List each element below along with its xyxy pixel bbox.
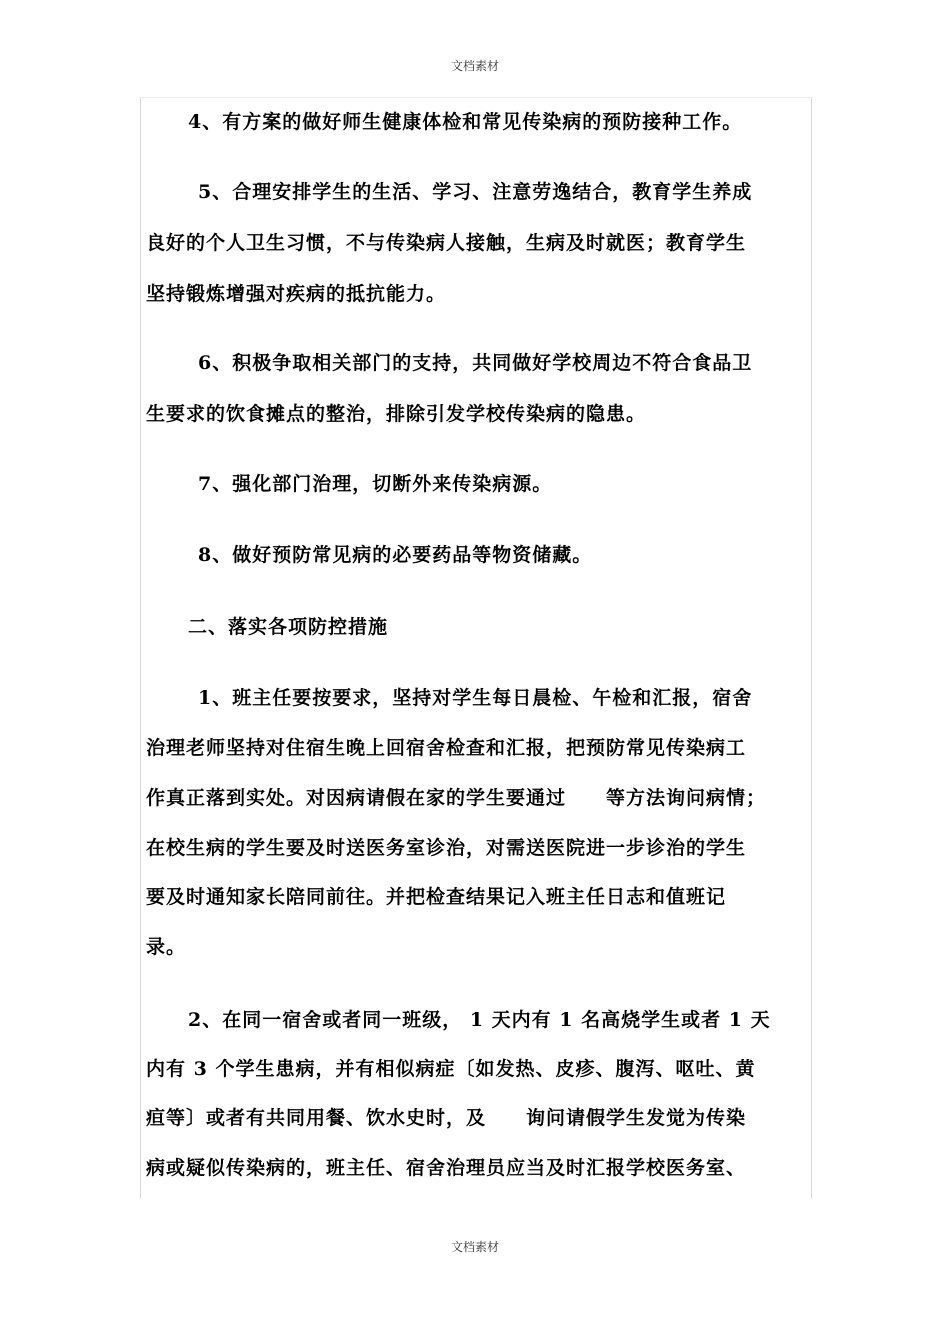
paragraph-line: 疸等〕或者有共同用餐、饮水史时，及 询问请假学生发觉为传染 <box>146 1107 747 1129</box>
page-footer: 文档素材 <box>450 1240 499 1254</box>
paragraph-line: 2、在同一宿舍或者同一班级， 1 天内有 1 名高烧学生或者 1 天 <box>188 1009 771 1031</box>
content-frame <box>140 97 812 1198</box>
paragraph-line: 8、做好预防常见病的必要药品等物资储藏。 <box>198 544 593 566</box>
section-heading: 二、落实各项防控措施 <box>188 616 389 638</box>
paragraph-line: 7、强化部门治理，切断外来传染病源。 <box>198 473 553 495</box>
paragraph-line: 6、积极争取相关部门的支持，共同做好学校周边不符合食品卫 <box>198 352 753 374</box>
paragraph-line: 在校生病的学生要及时送医务室诊治，对需送医院进一步诊治的学生 <box>146 837 747 859</box>
paragraph-line: 1、班主任要按要求，坚持对学生每日晨检、午检和汇报，宿舍 <box>198 687 753 709</box>
paragraph-line: 治理老师坚持对住宿生晚上回宿舍检查和汇报，把预防常见传染病工 <box>146 737 747 759</box>
paragraph-line: 内有 3 个学生患病，并有相似病症〔如发热、皮疹、腹泻、呕吐、黄 <box>146 1058 756 1080</box>
paragraph-line: 作真正落到实处。对因病请假在家的学生要通过 等方法询问病情； <box>146 787 767 809</box>
paragraph-line: 要及时通知家长陪同前往。并把检查结果记入班主任日志和值班记 <box>146 886 727 908</box>
paragraph-line: 坚持锻炼增强对疾病的抵抗能力。 <box>146 283 447 305</box>
paragraph-line: 4、有方案的做好师生健康体检和常见传染病的预防接种工作。 <box>188 111 743 133</box>
paragraph-line: 生要求的饮食摊点的整治，排除引发学校传染病的隐患。 <box>146 403 647 425</box>
paragraph-line: 病或疑似传染病的，班主任、宿舍治理员应当及时汇报学校医务室、 <box>146 1157 747 1179</box>
paragraph-line: 良好的个人卫生习惯，不与传染病人接触，生病及时就医；教育学生 <box>146 232 747 254</box>
paragraph-line: 录。 <box>146 936 187 958</box>
paragraph-line: 5、合理安排学生的生活、学习、注意劳逸结合，教育学生养成 <box>198 181 753 203</box>
page-header: 文档素材 <box>450 59 499 73</box>
